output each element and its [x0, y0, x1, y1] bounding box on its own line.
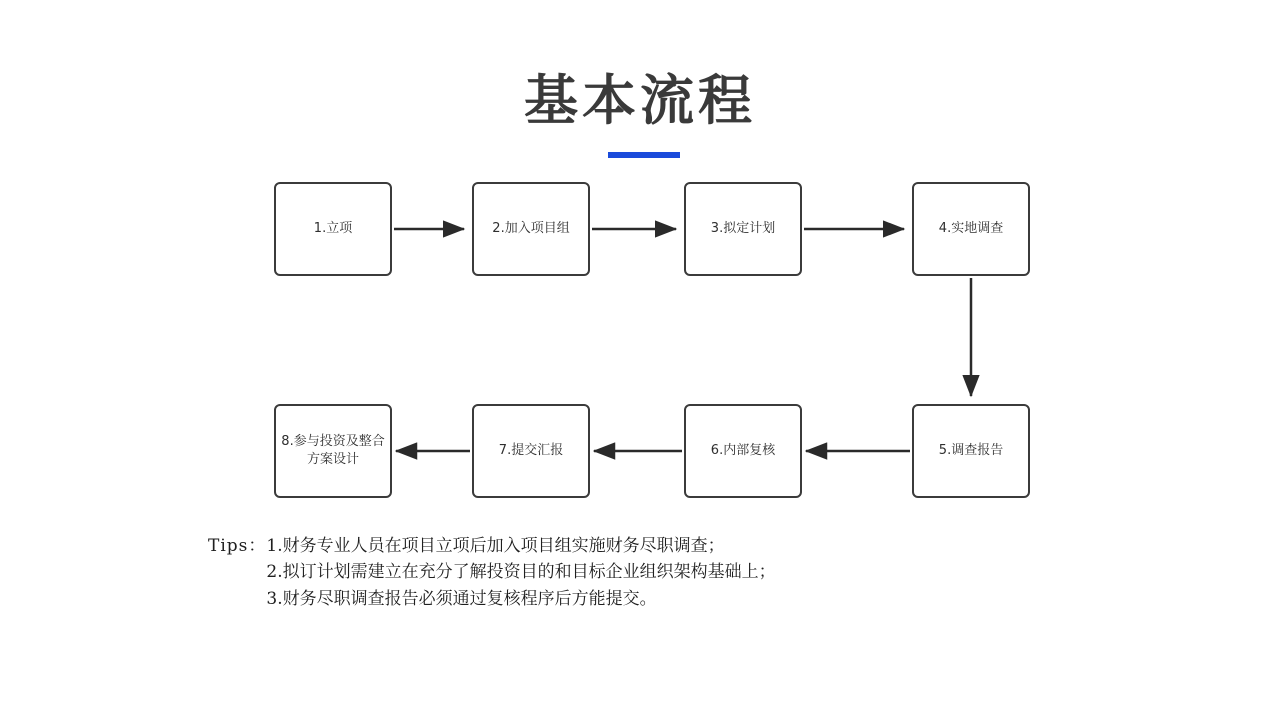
tips-line-1: 1.财务专业人员在项目立项后加入项目组实施财务尽职调查； — [266, 536, 725, 556]
flow-node-4[interactable]: 4.实地调查 — [912, 182, 1030, 276]
flow-node-5[interactable]: 5.调查报告 — [912, 404, 1030, 498]
flow-node-1[interactable]: 1.立项 — [274, 182, 392, 276]
tips-block — [208, 533, 776, 612]
flow-node-6[interactable]: 6.内部复核 — [684, 404, 802, 498]
flow-node-3[interactable]: 3.拟定计划 — [684, 182, 802, 276]
tips-label: Tips： — [208, 536, 267, 556]
flow-node-2[interactable]: 2.加入项目组 — [472, 182, 590, 276]
flow-node-8[interactable]: 8.参与投资及整合方案设计 — [274, 404, 392, 498]
tips-line-3: 3.财务尽职调查报告必须通过复核程序后方能提交。 — [266, 588, 657, 609]
flow-node-7[interactable]: 7.提交汇报 — [472, 404, 590, 498]
tips-lines — [266, 533, 775, 612]
tips-line-2: 2.拟订计划需建立在充分了解投资目的和目标企业组织架构基础上； — [266, 562, 776, 583]
page-title: 基本流程 — [524, 69, 756, 132]
